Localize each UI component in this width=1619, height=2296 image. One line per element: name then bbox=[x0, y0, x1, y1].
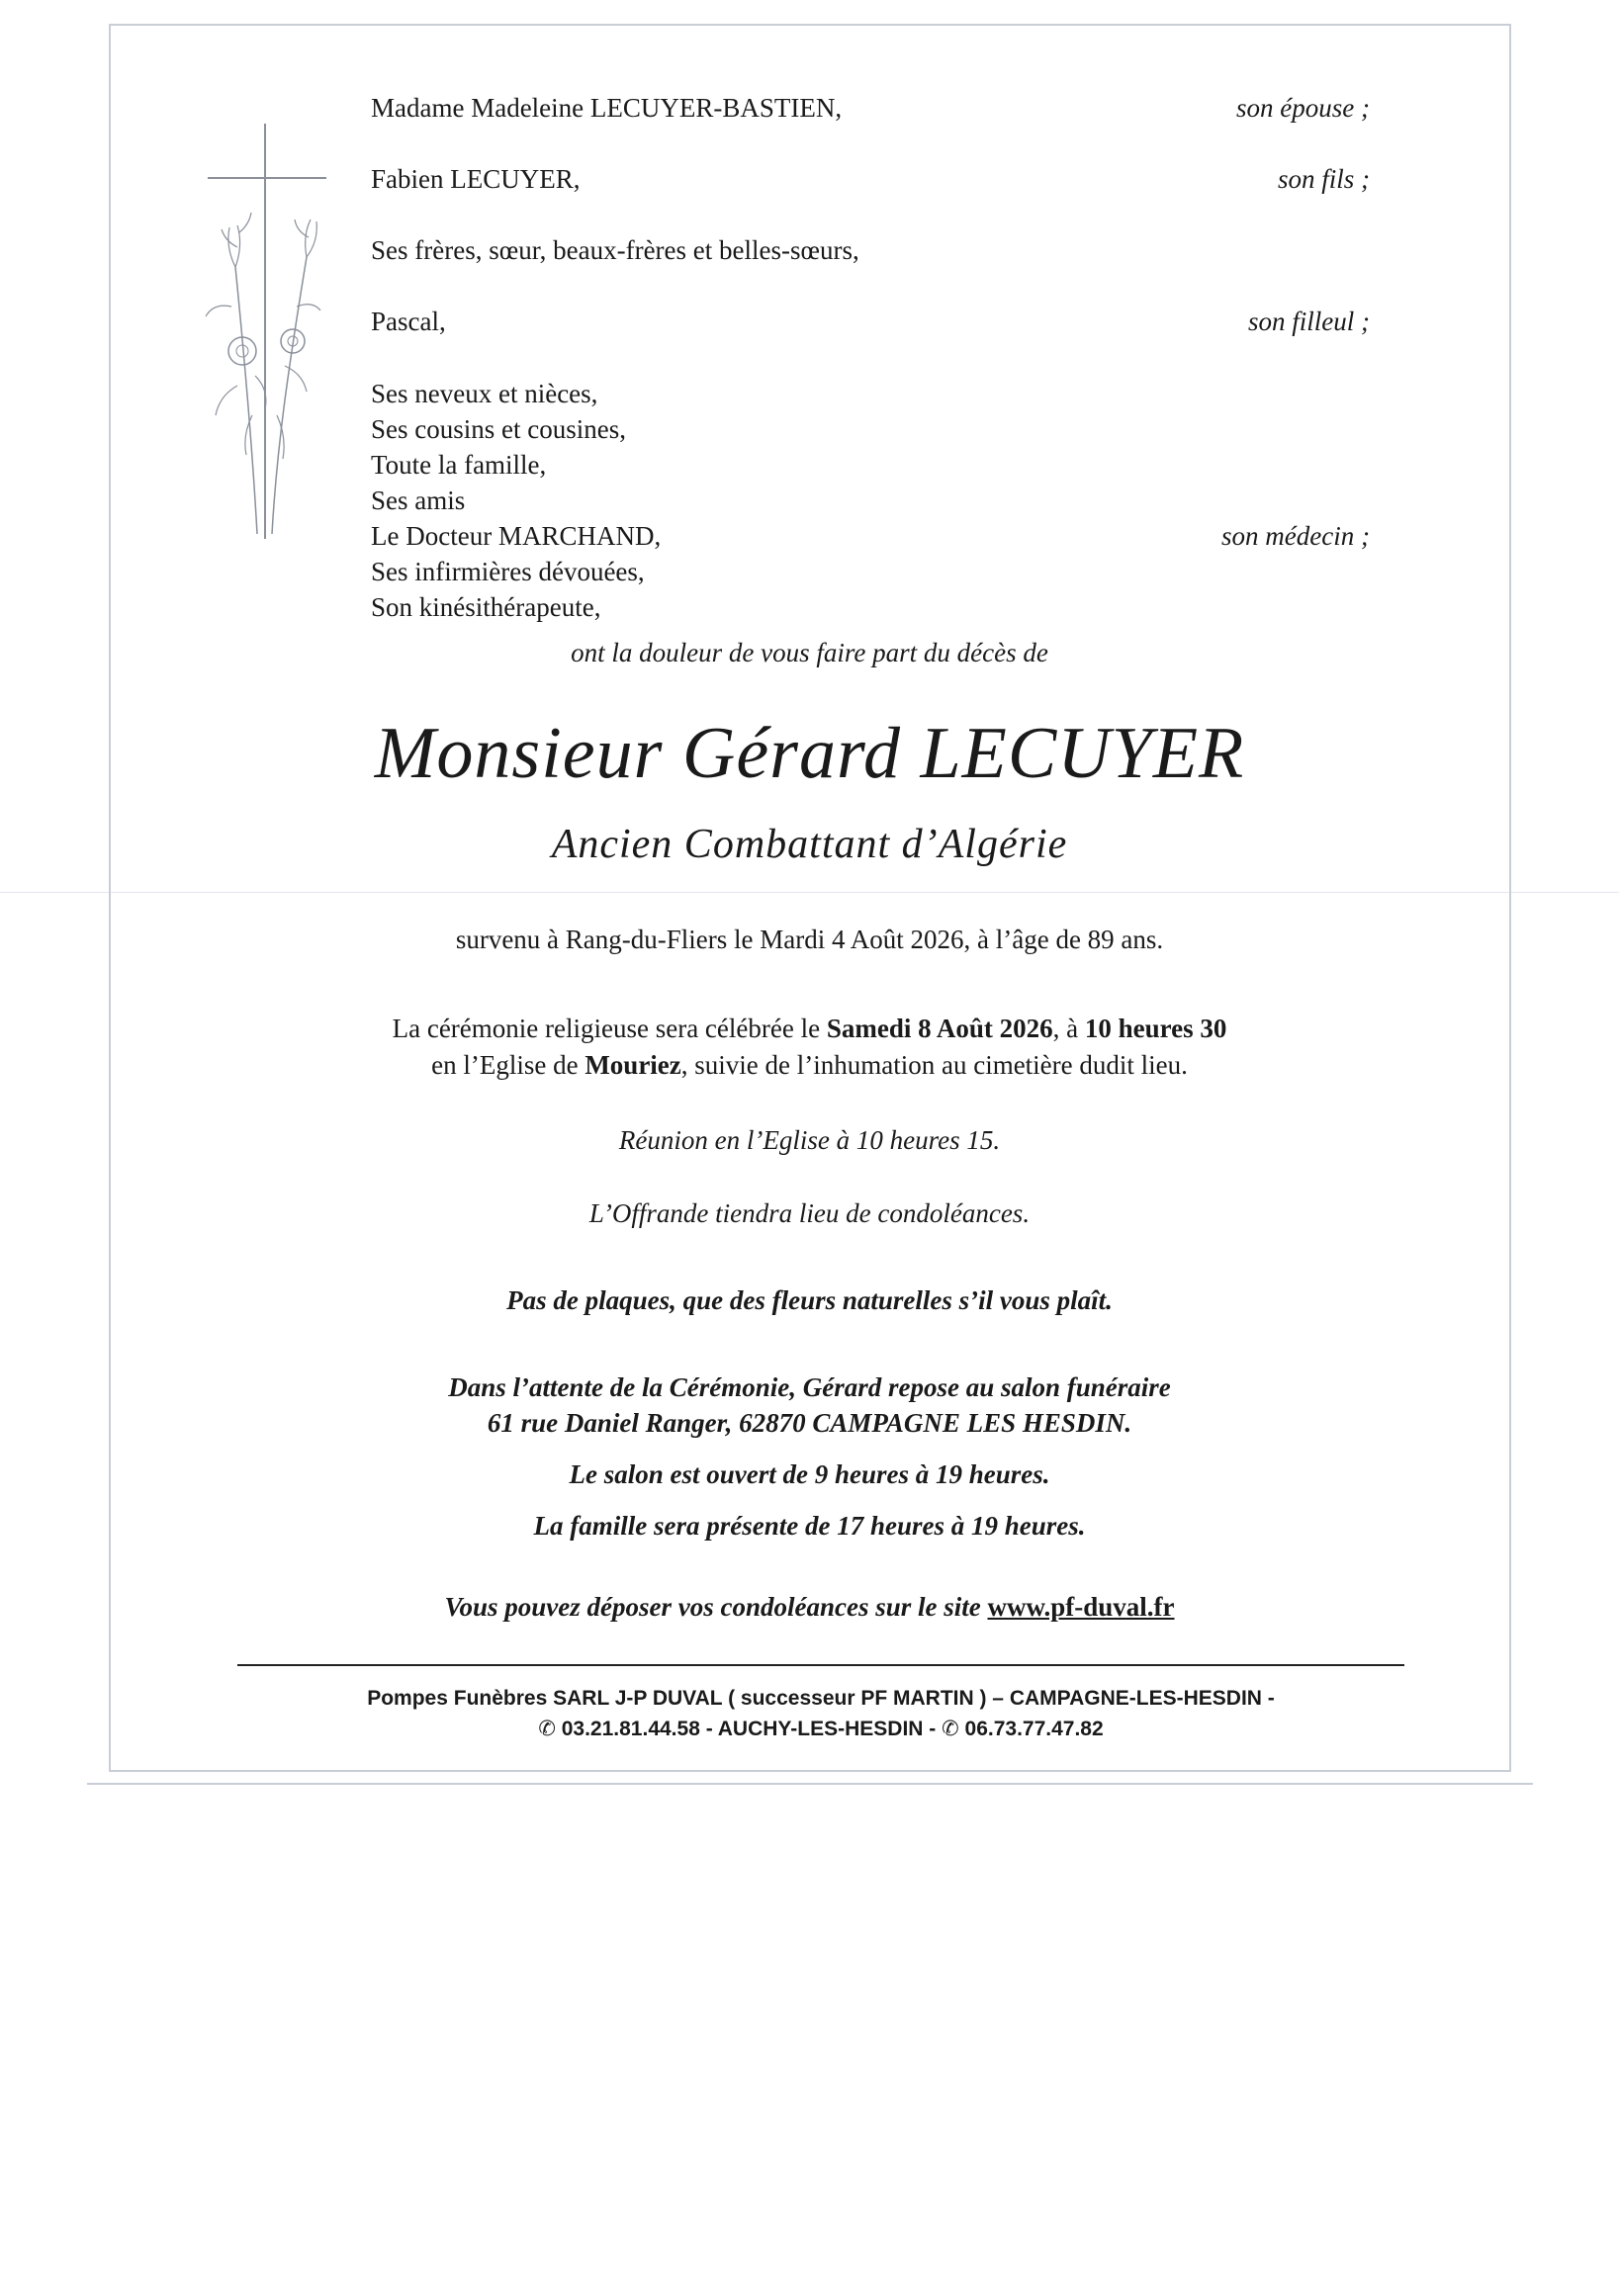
bottom-border bbox=[87, 1783, 1533, 1785]
rest-line-1: Dans l’attente de la Cérémonie, Gérard repose au salon funéraire bbox=[448, 1372, 1171, 1402]
meeting-notice: Réunion en l’Eglise à 10 heures 15. bbox=[618, 1125, 1001, 1155]
relative-line: Ses infirmières dévouées, bbox=[371, 557, 645, 586]
condolences-text: Vous pouvez déposer vos condoléances sur le site bbox=[444, 1592, 988, 1622]
doctor-name: Le Docteur MARCHAND, bbox=[371, 521, 662, 551]
relative-line: Toute la famille, bbox=[371, 450, 547, 480]
ceremony-line-2 bbox=[178, 1050, 1441, 1081]
family-row bbox=[371, 161, 1370, 197]
footer-line-1: Pompes Funèbres SARL J-P DUVAL ( successeur PF MARTIN ) – CAMPAGNE-LES-HESDIN - bbox=[367, 1687, 1275, 1710]
deceased-title: Ancien Combattant d’Algérie bbox=[551, 822, 1068, 867]
deceased-name: Monsieur Gérard LECUYER bbox=[374, 713, 1245, 794]
ceremony-place: Mouriez bbox=[585, 1050, 681, 1080]
family-row bbox=[371, 90, 1370, 126]
ceremony-date: Samedi 8 Août 2026 bbox=[826, 1014, 1053, 1043]
salon-hours: Le salon est ouvert de 9 heures à 19 heures. bbox=[569, 1459, 1050, 1489]
death-notice: survenu à Rang-du-Fliers le Mardi 4 Août 2026, à l’âge de 89 ans. bbox=[455, 925, 1164, 954]
family-role: son épouse ; bbox=[1236, 93, 1370, 123]
relative-line: Ses cousins et cousines, bbox=[371, 414, 626, 444]
family-name: Fabien LECUYER, bbox=[371, 164, 581, 194]
ceremony-text: en l’Eglise de bbox=[431, 1050, 585, 1080]
family-row bbox=[371, 232, 1370, 268]
family-name: Ses frères, sœur, beaux-frères et belles-sœurs, bbox=[371, 235, 859, 265]
family-name: Madame Madeleine LECUYER-BASTIEN, bbox=[371, 93, 843, 123]
rest-address: 61 rue Daniel Ranger, 62870 CAMPAGNE LES HESDIN. bbox=[487, 1408, 1132, 1438]
ceremony-text: , suivie de l’inhumation au cimetière dudit lieu. bbox=[680, 1050, 1188, 1080]
relative-line: Son kinésithérapeute, bbox=[371, 592, 601, 622]
offering-notice: L’Offrande tiendra lieu de condoléances. bbox=[588, 1198, 1031, 1228]
ceremony-line-1 bbox=[178, 1014, 1441, 1044]
ceremony-text: La cérémonie religieuse sera célébrée le bbox=[392, 1014, 827, 1043]
family-presence: La famille sera présente de 17 heures à 19 heures. bbox=[533, 1511, 1086, 1541]
family-role: son filleul ; bbox=[1248, 307, 1370, 336]
flowers-notice: Pas de plaques, que des fleurs naturelles s’il vous plaît. bbox=[506, 1285, 1113, 1315]
condolences-line bbox=[178, 1592, 1441, 1623]
ceremony-time: 10 heures 30 bbox=[1084, 1014, 1227, 1043]
family-name: Pascal, bbox=[371, 307, 446, 336]
relative-line: Ses neveux et nièces, bbox=[371, 379, 598, 408]
doctor-row bbox=[371, 518, 1370, 554]
family-row bbox=[371, 304, 1370, 339]
ceremony-text: , à bbox=[1052, 1014, 1085, 1043]
cross-ornament-icon bbox=[198, 119, 336, 544]
website-link[interactable]: www.pf-duval.fr bbox=[987, 1592, 1175, 1622]
doctor-role: son médecin ; bbox=[1221, 521, 1370, 551]
footer-line-2: ✆ 03.21.81.44.58 - AUCHY-LES-HESDIN - ✆ 06.73.77.47.82 bbox=[538, 1718, 1104, 1740]
announcement-text: ont la douleur de vous faire part du décès de bbox=[571, 638, 1048, 667]
relative-line: Ses amis bbox=[371, 486, 466, 515]
footer-divider bbox=[237, 1664, 1404, 1666]
family-role: son fils ; bbox=[1277, 164, 1370, 194]
